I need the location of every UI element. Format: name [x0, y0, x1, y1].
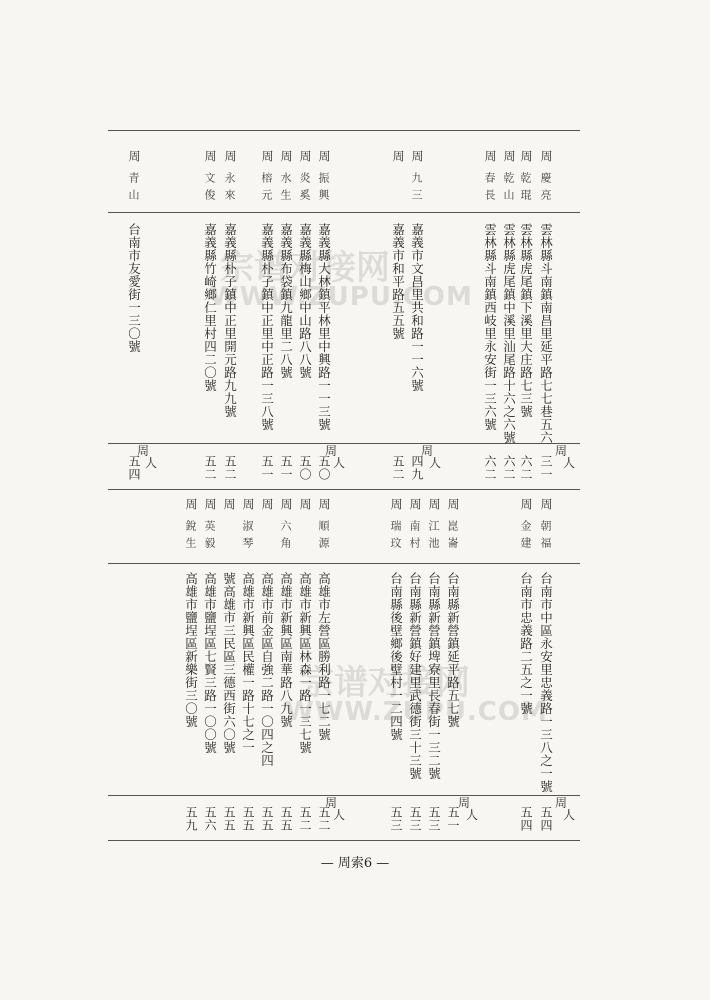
count: 五三 — [408, 806, 422, 832]
given-name: 青山 — [127, 172, 140, 206]
surname: 周 — [260, 150, 274, 162]
address: 嘉義縣竹崎鄉仁里村四二〇號 — [202, 223, 218, 392]
address: 雲林縣虎尾鎮中溪里汕尾路十六之六號 — [501, 223, 517, 444]
surname: 周 — [410, 150, 424, 162]
page-footer: — 周索6 — — [320, 856, 390, 871]
count: 五〇 — [317, 455, 331, 481]
surname: 周 — [317, 150, 331, 162]
count: 五二 — [317, 806, 331, 832]
surname: 周 — [483, 150, 497, 162]
count: 五六 — [203, 806, 217, 832]
address: 台南縣新營鎮埤寮里長春街一三二號 — [426, 572, 442, 780]
surname: 周 — [241, 498, 255, 510]
rule-bottom-1 — [108, 795, 580, 796]
address: 高雄市左營區勝利路一七二號 — [316, 572, 332, 741]
address: 高雄市新興區林森一路一三七號 — [297, 572, 313, 754]
count: 五五 — [241, 806, 255, 832]
given-name: 炎奚 — [298, 172, 311, 206]
person-label — [325, 445, 345, 469]
given-name: 九三 — [410, 172, 423, 206]
person-label — [325, 797, 345, 821]
count: 六二 — [483, 455, 497, 481]
surname: 周 — [539, 498, 553, 510]
count: 五二 — [298, 806, 312, 832]
surname: 周 — [298, 150, 312, 162]
surname: 周 — [203, 150, 217, 162]
person-label-bottom: 人 — [563, 456, 576, 470]
rule-top-2 — [108, 212, 580, 213]
rule-mid-2 — [108, 563, 580, 564]
given-name: 慶亮 — [539, 172, 552, 206]
count: 五四 — [539, 806, 553, 832]
surname: 周 — [519, 150, 533, 162]
count: 五〇 — [298, 455, 312, 481]
given-name: 振興 — [317, 172, 330, 206]
given-name: 崑崙 — [446, 520, 459, 554]
rule-bottom-2 — [108, 840, 580, 841]
person-label-bottom: 人 — [466, 808, 479, 822]
count: 五一 — [279, 455, 293, 481]
surname: 周 — [389, 498, 403, 510]
address: 高雄市鹽埕區新樂街三〇號 — [183, 572, 199, 728]
rule-top-1 — [108, 130, 580, 131]
person-label — [137, 445, 157, 469]
given-name: 朝福 — [539, 520, 552, 554]
count: 五五 — [279, 806, 293, 832]
person-label — [421, 445, 441, 469]
address: 雲林縣虎尾鎮下溪里大庄路七三號 — [518, 223, 534, 418]
count: 五二 — [391, 455, 405, 481]
surname: 周 — [127, 150, 141, 162]
count: 五五 — [260, 806, 274, 832]
given-name: 榕元 — [260, 172, 273, 206]
address: 嘉義縣梅山鄉中山路八八號 — [297, 223, 313, 379]
given-name: 淑琴 — [241, 520, 254, 554]
surname: 周 — [298, 498, 312, 510]
person-label-bottom: 人 — [333, 456, 346, 470]
person-label-bottom: 人 — [333, 808, 346, 822]
watermark-text: 宗谱对接网 — [220, 248, 390, 288]
surname: 周 — [184, 498, 198, 510]
surname: 周 — [317, 498, 331, 510]
count: 四九 — [410, 455, 424, 481]
person-label — [555, 445, 575, 469]
address: 嘉義縣大林鎮平林里中興路一一三號 — [316, 223, 332, 431]
person-label-top: 周 — [137, 444, 150, 458]
address: 台南縣後壁鄉後壁村一二四號 — [388, 572, 404, 741]
person-label-top: 周 — [325, 444, 338, 458]
given-name: 水生 — [279, 172, 292, 206]
surname: 周 — [427, 498, 441, 510]
surname: 周 — [203, 498, 217, 510]
given-name: 乾琨 — [519, 172, 532, 206]
given-name: 銳生 — [184, 520, 197, 554]
address: 高雄市新興區南華路八九號 — [278, 572, 294, 728]
surname: 周 — [222, 498, 236, 510]
count: 五一 — [446, 806, 460, 832]
count: 五二 — [223, 455, 237, 481]
given-name: 乾山 — [502, 172, 515, 206]
address: 號高雄市三民區三德西街六〇號 — [221, 572, 237, 754]
watermark-url: WWW.ZUPU.COM — [210, 282, 473, 312]
person-label-top: 周 — [458, 796, 471, 810]
count: 五四 — [127, 455, 141, 481]
given-name: 南村 — [408, 520, 421, 554]
count: 五三 — [427, 806, 441, 832]
rule-mid-1 — [108, 489, 580, 490]
person-label-top: 周 — [325, 796, 338, 810]
address: 高雄市鹽埕區七賢三路一〇〇號 — [202, 572, 218, 754]
address: 高雄市前金區自強二路一〇四之四 — [259, 572, 275, 767]
surname: 周 — [408, 498, 422, 510]
given-name: 金建 — [519, 520, 532, 554]
person-label-bottom: 人 — [429, 456, 442, 470]
address: 雲林縣斗南鎮南昌里延平路七七巷五六 — [538, 223, 554, 444]
surname: 周 — [539, 150, 553, 162]
watermark-text-2: 宗谱对接网 — [300, 663, 470, 703]
address: 雲林縣斗南鎮西岐里永安街一三六號 — [482, 223, 498, 431]
address: 嘉義縣朴子鎮中正里開元路九九號 — [222, 223, 238, 418]
person-label-bottom: 人 — [563, 808, 576, 822]
person-label-top: 周 — [555, 796, 568, 810]
surname: 周 — [260, 498, 274, 510]
address: 高雄市新興區民權一路十七之一 — [240, 572, 256, 754]
address: 嘉義市和平路五五號 — [390, 223, 406, 340]
count: 五三 — [389, 806, 403, 832]
address: 台南市中區永安里忠義路一三八之一號 — [538, 572, 554, 793]
surname: 周 — [519, 498, 533, 510]
count: 五二 — [203, 455, 217, 481]
address: 台南縣新營鎮好建里武德街三十三號 — [407, 572, 423, 780]
count: 六二 — [519, 455, 533, 481]
person-label-bottom: 人 — [145, 456, 158, 470]
given-name: 江池 — [427, 520, 440, 554]
given-name: 永來 — [223, 172, 236, 206]
address: 嘉義縣朴子鎮中正里中正路一三八號 — [259, 223, 275, 431]
given-name: 文俊 — [203, 172, 216, 206]
address: 台南縣新營鎮延平路五七號 — [445, 572, 461, 728]
count: 五四 — [519, 806, 533, 832]
surname: 周 — [446, 498, 460, 510]
count: 五九 — [184, 806, 198, 832]
given-name: 瑞玟 — [389, 520, 402, 554]
address: 台南市友愛街一三〇號 — [126, 223, 142, 353]
person-label-top: 周 — [555, 444, 568, 458]
surname: 周 — [502, 150, 516, 162]
surname: 周 — [391, 150, 405, 162]
surname: 周 — [279, 498, 293, 510]
address: 台南市忠義路二五之一號 — [518, 572, 534, 715]
given-name: 英毅 — [203, 520, 216, 554]
count: 三一 — [539, 455, 553, 481]
person-label-top: 周 — [421, 444, 434, 458]
given-name: 六角 — [279, 520, 292, 554]
surname: 周 — [223, 150, 237, 162]
watermark-url-2: WWW.ZUPU.COM — [285, 697, 548, 727]
given-name: 春長 — [483, 172, 496, 206]
address: 嘉義縣布袋鎮九龍里二八號 — [278, 223, 294, 379]
surname: 周 — [279, 150, 293, 162]
address: 嘉義市文昌里共和路一一六號 — [409, 223, 425, 392]
count: 五一 — [260, 455, 274, 481]
count: 五五 — [222, 806, 236, 832]
count: 六二 — [502, 455, 516, 481]
given-name: 順源 — [317, 520, 330, 554]
person-label — [458, 797, 478, 821]
person-label — [555, 797, 575, 821]
